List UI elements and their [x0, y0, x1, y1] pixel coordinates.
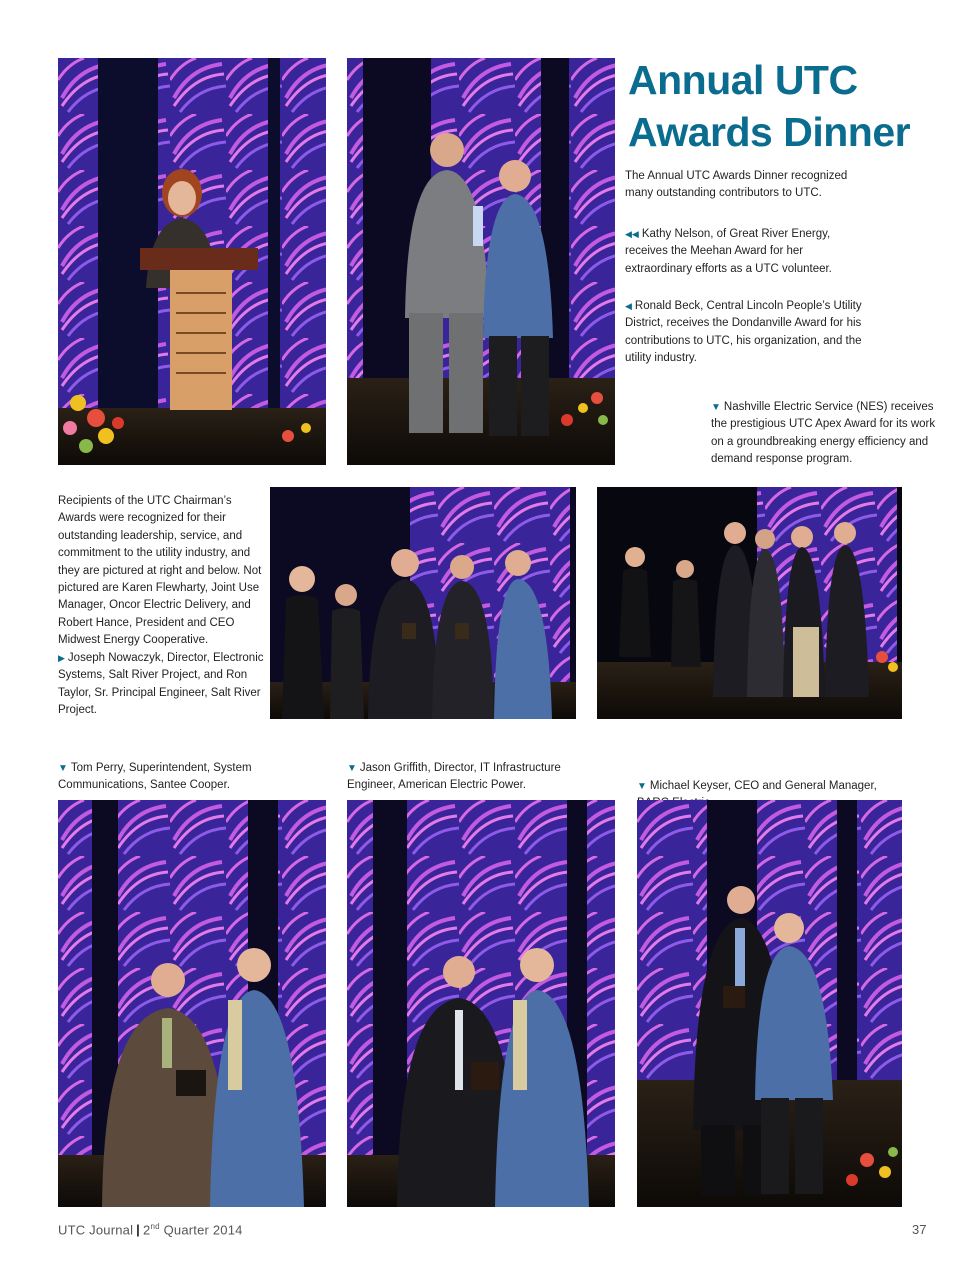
caption-nowaczyk-text: Joseph Nowaczyk, Director, Electronic Systems, Salt River Project, and Ron Taylor, Sr. Principal Engineer, Salt River Project. — [58, 652, 264, 717]
right-arrow-icon: ▶ — [58, 653, 65, 663]
photo-salt-river-project — [270, 487, 576, 719]
caption-nes — [711, 399, 951, 469]
caption-tom-perry — [58, 760, 318, 795]
caption-jason-griffith — [347, 760, 607, 795]
down-arrow-icon: ▼ — [637, 781, 647, 792]
caption-nowaczyk-taylor — [58, 650, 268, 720]
footer-quarter-num: 2 — [143, 1222, 151, 1238]
photo-ronald-beck — [347, 58, 615, 465]
photo-jason-griffith — [347, 800, 615, 1207]
caption-michael-keyser-text: Michael Keyser, CEO and General Manager, — [649, 780, 877, 792]
caption-chairman-awards: Recipients of the UTC Chairman’s Awards were recognized for their outstanding leadership, service, and commitment to the utility industry, and they are pictured at right and below. Not pictured are Karen Flewharty, Joint Use Manager, Oncor Electric Delivery, and Robert Hance, President and CEO Midwest Energy Cooperative. — [58, 495, 262, 647]
title-line-1: Annual UTC — [628, 57, 858, 103]
intro-text: The Annual UTC Awards Dinner recognized many outstanding contributors to UTC. — [625, 170, 848, 200]
double-left-arrow-icon: ◀◀ — [625, 229, 639, 239]
caption-kathy-nelson-text: Kathy Nelson, of Great River Energy, receives the Meehan Award for her extraordinary efforts as a UTC volunteer. — [625, 228, 832, 275]
caption-jason-griffith-text: Jason Griffith, Director, IT Infrastructure Engineer, American Electric Power. — [347, 762, 561, 792]
photo-kathy-nelson — [58, 58, 326, 465]
footer-separator: | — [136, 1222, 141, 1238]
footer-journal-name: UTC Journal — [58, 1222, 134, 1238]
caption-nes-text: Nashville Electric Service (NES) receives the prestigious UTC Apex Award for its work on a groundbreaking energy efficiency and demand response program. — [711, 401, 936, 466]
footer-quarter-rest: Quarter 2014 — [163, 1222, 243, 1238]
left-arrow-icon: ◀ — [625, 301, 632, 311]
caption-kathy-nelson — [625, 226, 870, 278]
photo-michael-keyser — [637, 800, 902, 1207]
footer-quarter-sup: nd — [150, 1222, 160, 1231]
caption-ronald-beck — [625, 298, 870, 368]
down-arrow-icon: ▼ — [711, 402, 721, 413]
down-arrow-icon: ▼ — [347, 763, 357, 774]
photo-nes-award — [597, 487, 902, 719]
down-arrow-icon: ▼ — [58, 763, 68, 774]
page-number: 37 — [912, 1222, 927, 1237]
title-line-2: Awards Dinner — [628, 109, 911, 155]
footer-journal — [58, 1222, 243, 1237]
page-title — [628, 54, 948, 158]
photo-tom-perry — [58, 800, 326, 1207]
caption-tom-perry-text: Tom Perry, Superintendent, System Communications, Santee Cooper. — [58, 762, 252, 792]
caption-ronald-beck-text: Ronald Beck, Central Lincoln People’s Utility District, receives the Dondanville Award for his contributions to UTC, his organization, and the utility industry. — [625, 300, 862, 365]
